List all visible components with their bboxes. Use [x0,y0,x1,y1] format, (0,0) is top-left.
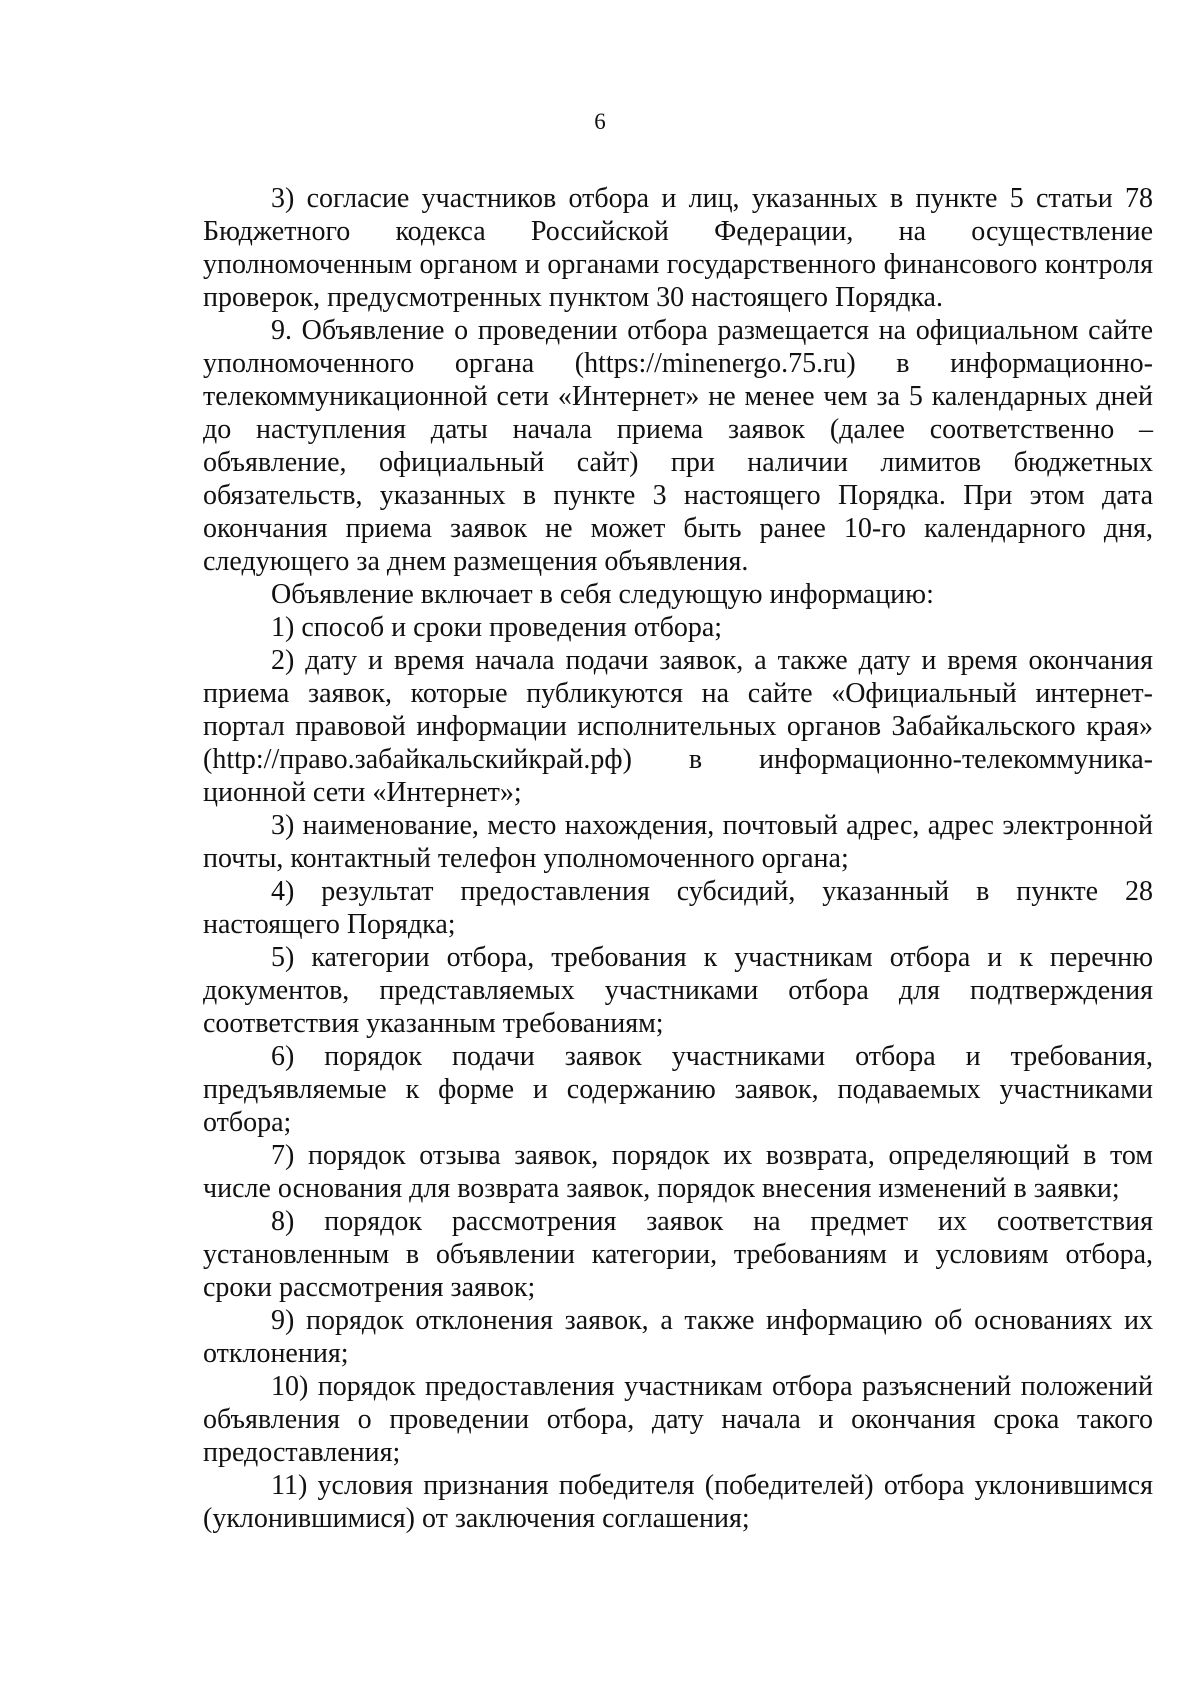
list-item-1: 1) способ и сроки проведения отбора; [271,612,723,643]
page-number: 6 [594,109,606,134]
list-item-3: 3) наименование, место нахождения, почтовый адрес, адрес электронной почты, контактный телефон уполномоченного органа; [203,810,1153,874]
list-item-9: 9) порядок отклонения заявок, а также информацию об основаниях их отклонения; [203,1305,1153,1369]
list-item-7: 7) порядок отзыва заявок, порядок их возврата, определяющий в том числе основания для возврата заявок, порядок внесения изменений в заявки; [203,1140,1153,1204]
paragraph-section-9-announcement: 9. Объявление о проведении отбора размещается на официальном сайте уполномоченного органа (https://minenergo.75.ru) в информационно-телекоммуникационной сети «Интернет» не менее чем за 5 календарных дней до наступления даты начала приема заявок (далее соответственно – объявление, официальный сайт) при наличии лимитов бюджетных обязательств, указанных в пункте 3 настоящего Порядка. При этом дата окончания приема заявок не может быть ранее 10-го календарного дня, следующего за днем размещения объявления. [203,315,1153,577]
list-item-5: 5) категории отбора, требования к участникам отбора и к перечню документов, представляемых участниками отбора для подтверждения соответствия указанным требованиям; [203,942,1153,1039]
list-item-11: 11) условия признания победителя (победителей) отбора уклонившимся (уклонившимися) от заключения соглашения; [203,1470,1153,1534]
paragraph-announcement-contents-intro: Объявление включает в себя следующую информацию: [271,579,934,610]
paragraph-item-3-consent: 3) согласие участников отбора и лиц, указанных в пункте 5 статьи 78 Бюджетного кодекса Российской Федерации, на осуществление уполномоченным органом и органами государственного финансового контроля проверок, предусмотренных пунктом 30 настоящего Порядка. [203,183,1153,313]
document-body [203,182,1153,1535]
list-item-6: 6) порядок подачи заявок участниками отбора и требования, предъявляемые к форме и содержанию заявок, подаваемых участниками отбора; [203,1041,1153,1138]
list-item-8: 8) порядок рассмотрения заявок на предмет их соответствия установленным в объявлении категории, требованиям и условиям отбора, сроки рассмотрения заявок; [203,1206,1153,1303]
list-item-10: 10) порядок предоставления участникам отбора разъяснений положений объявления о проведении отбора, дату начала и окончания срока такого предоставления; [203,1371,1153,1468]
list-item-4: 4) результат предоставления субсидий, указанный в пункте 28 настоящего Порядка; [203,876,1153,940]
list-item-2: 2) дату и время начала подачи заявок, а также дату и время окончания приема заявок, которые публикуются на сайте «Официальный интернет-портал правовой информации исполнительных органов Забайкальского края» (http://право.забайкальскийкрай.рф) в информационно-телекоммуника-ционной сети «Интернет»; [203,645,1153,808]
